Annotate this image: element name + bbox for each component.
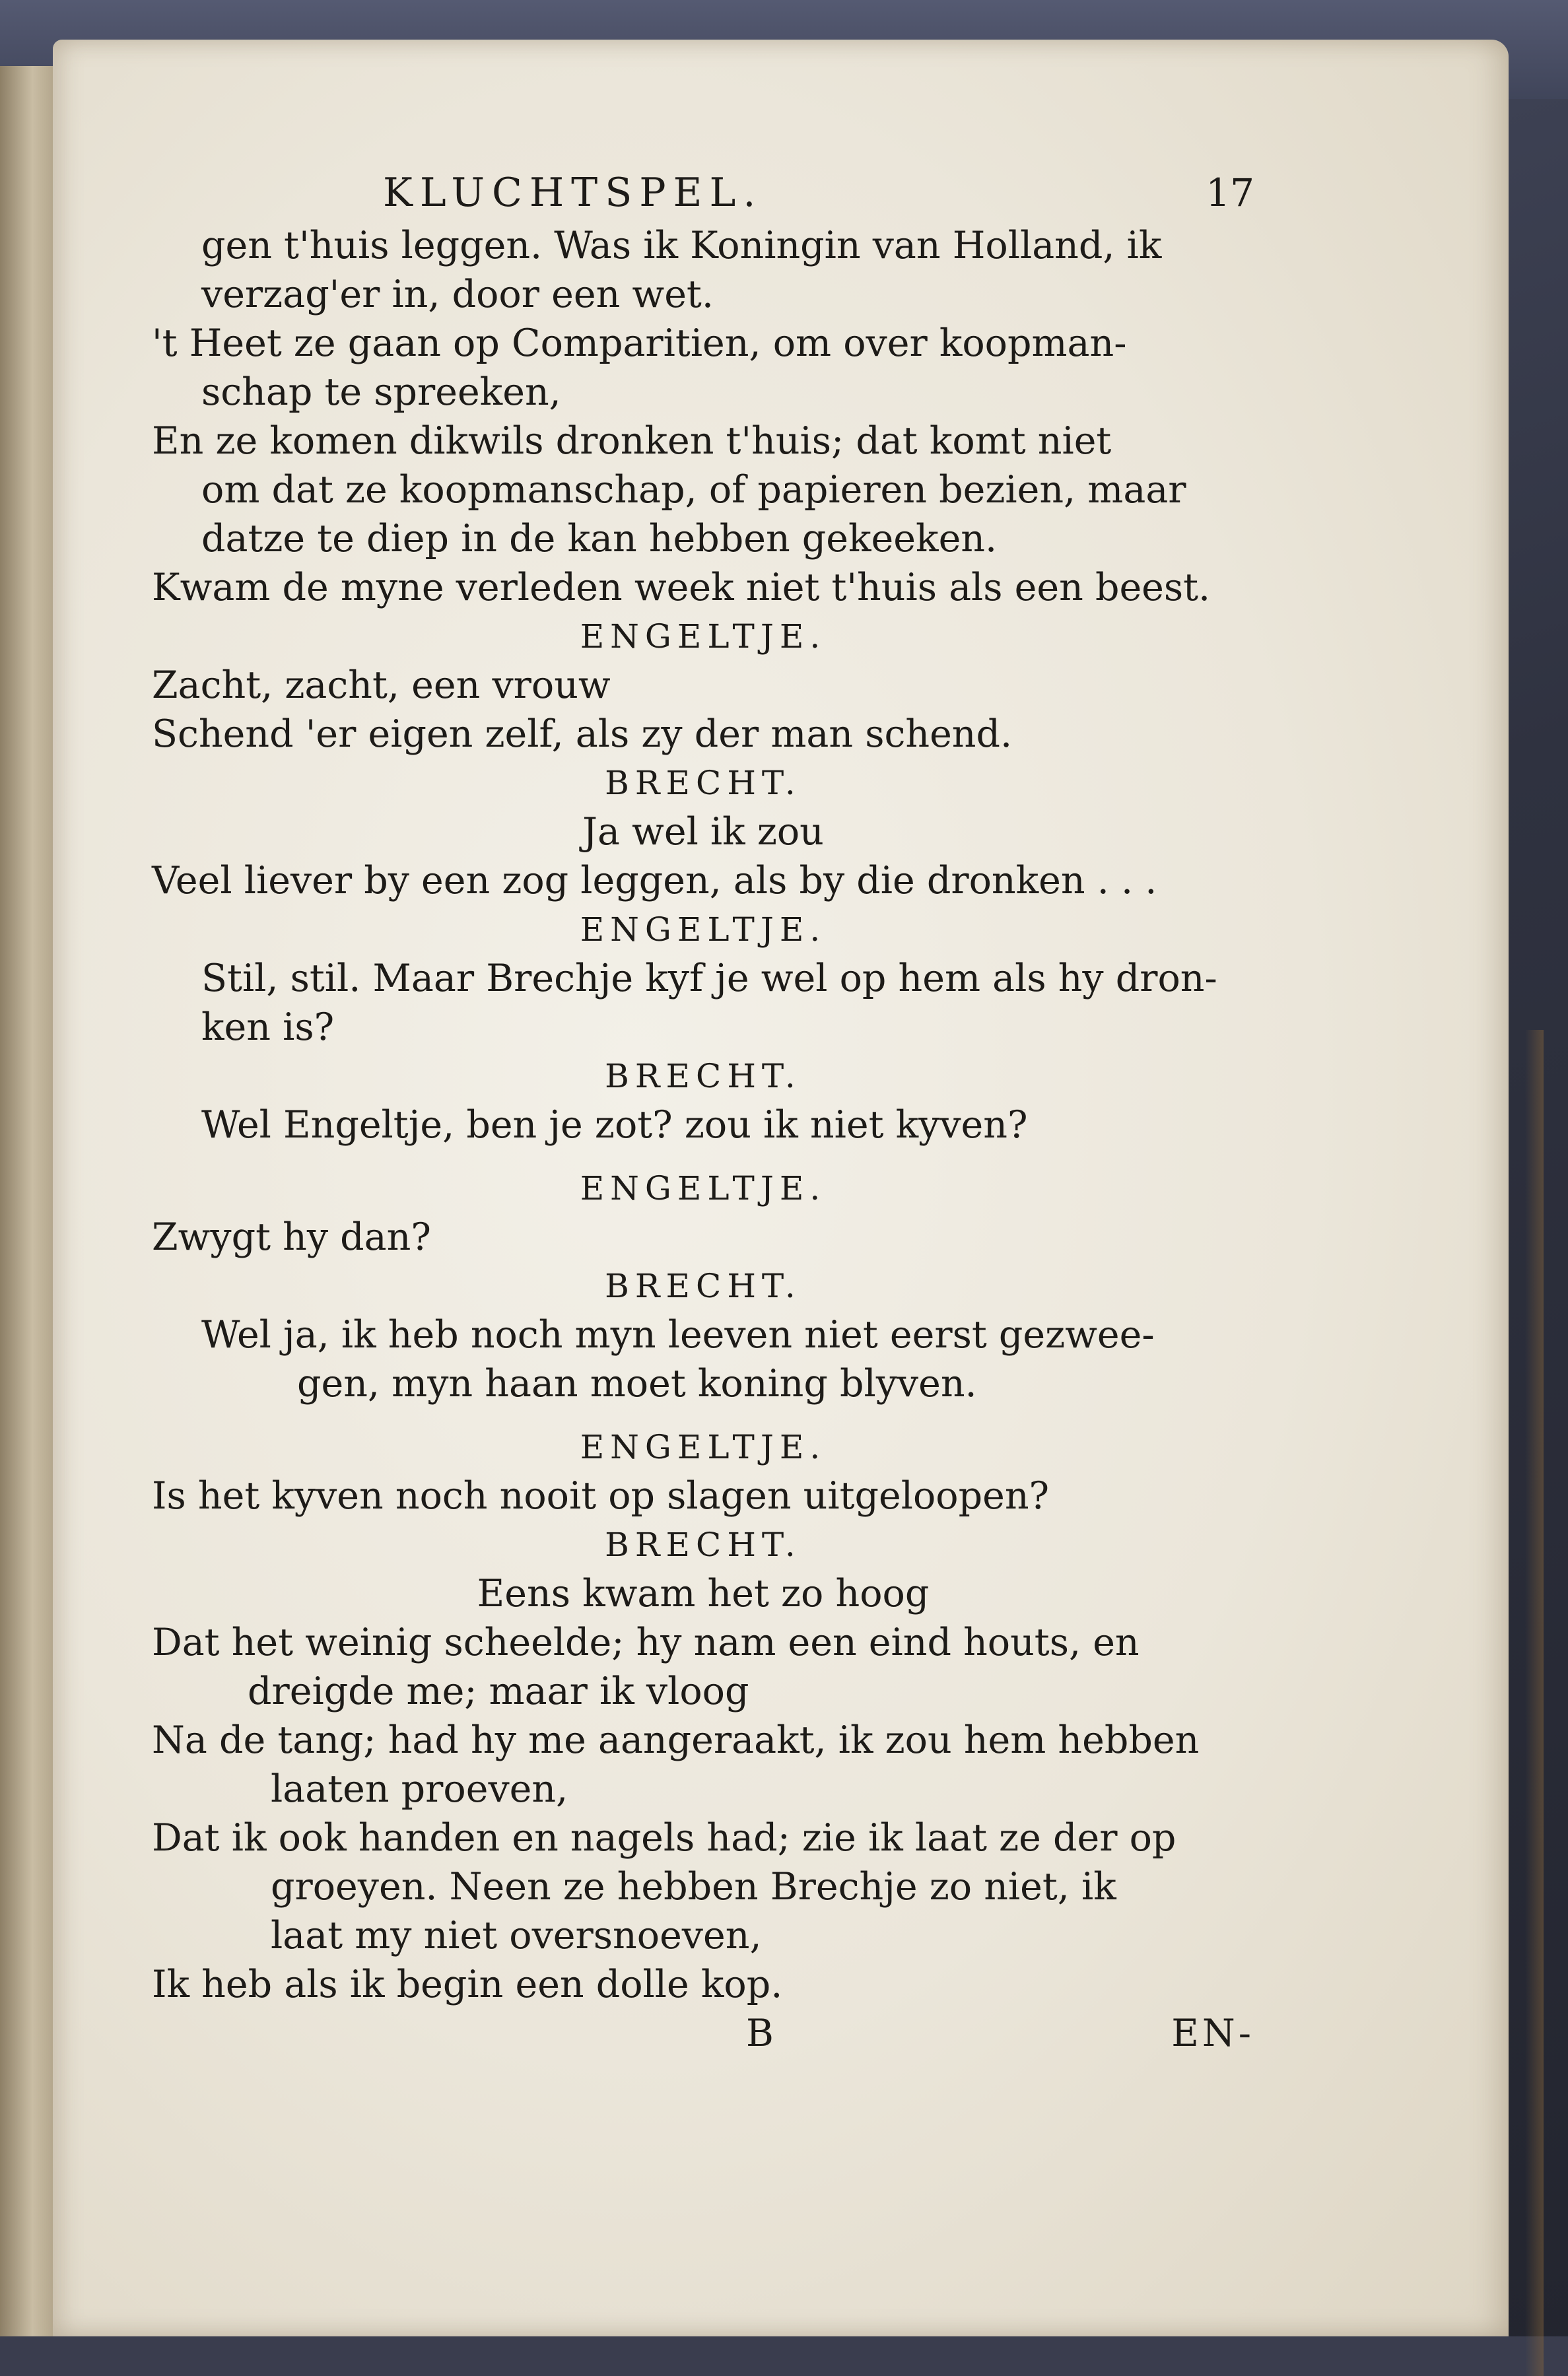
- text-line: Dat het weinig scheelde; hy nam een eind houts, en: [152, 1621, 1140, 1664]
- text-line: Stil, stil. Maar Brechje kyf je wel op hem als hy dron-: [201, 957, 1217, 1000]
- speaker-label: ENGELTJE.: [580, 1169, 827, 1207]
- text-line: 't Heet ze gaan op Comparitien, om over koopman-: [152, 322, 1127, 365]
- text-line: ken is?: [201, 1005, 335, 1049]
- speaker-label: ENGELTJE.: [580, 617, 827, 656]
- running-title: KLUCHTSPEL.: [383, 170, 763, 216]
- spacer: [152, 1149, 1254, 1164]
- speaker-label: ENGELTJE.: [580, 910, 827, 949]
- text-line: Ik heb als ik begin een dolle kop.: [152, 1963, 783, 2006]
- text-line: Veel liever by een zog leggen, als by die dronken . . .: [152, 859, 1157, 902]
- text-line: om dat ze koopmanschap, of papieren bezien, maar: [201, 468, 1186, 512]
- text-line: Dat ik ook handen en nagels had; zie ik laat ze der op: [152, 1816, 1176, 1860]
- spacer: [152, 1408, 1254, 1423]
- text-line: Wel ja, ik heb noch myn leeven niet eerst gezwee-: [201, 1313, 1155, 1357]
- text-line: laat my niet oversnoeven,: [271, 1914, 762, 1957]
- text-line: schap te spreeken,: [201, 370, 561, 414]
- text-line: Na de tang; had hy me aangeraakt, ik zou hem hebben: [152, 1718, 1200, 1762]
- text-line: Ja wel ik zou: [582, 810, 824, 854]
- speaker-label: BRECHT.: [605, 764, 801, 802]
- catchword: EN-: [1171, 2012, 1254, 2055]
- text-line: gen t'huis leggen. Was ik Koningin van Holland, ik: [201, 224, 1162, 267]
- signature-mark: B: [746, 2012, 774, 2055]
- page-footer: [152, 2009, 1254, 2062]
- text-line: Eens kwam het zo hoog: [477, 1572, 930, 1615]
- page-header: [152, 168, 1254, 221]
- text-line: En ze komen dikwils dronken t'huis; dat komt niet: [152, 419, 1112, 463]
- page-number: 17: [1206, 170, 1254, 215]
- speaker-label: BRECHT.: [605, 1526, 801, 1564]
- speaker-label: BRECHT.: [605, 1267, 801, 1305]
- page-edge-shadow: [1525, 1030, 1544, 2376]
- facing-page-edge: [0, 66, 54, 2336]
- speaker-label: ENGELTJE.: [580, 1428, 827, 1466]
- page-text: [152, 168, 1254, 2062]
- text-line: Schend 'er eigen zelf, als zy der man schend.: [152, 712, 1013, 756]
- text-line: Zwygt hy dan?: [152, 1215, 431, 1259]
- text-line: Is het kyven noch nooit op slagen uitgeloopen?: [152, 1474, 1050, 1518]
- text-line: gen, myn haan moet koning blyven.: [297, 1362, 977, 1406]
- text-line: laaten proeven,: [271, 1767, 568, 1811]
- text-line: groeyen. Neen ze hebben Brechje zo niet, ik: [271, 1865, 1116, 1909]
- text-line: Zacht, zacht, een vrouw: [152, 663, 611, 707]
- text-line: Kwam de myne verleden week niet t'huis als een beest.: [152, 566, 1211, 609]
- text-line: dreigde me; maar ik vloog: [248, 1670, 749, 1713]
- text-line: Wel Engeltje, ben je zot? zou ik niet kyven?: [201, 1103, 1028, 1147]
- text-line: verzag'er in, door een wet.: [201, 273, 714, 316]
- speaker-label: BRECHT.: [605, 1057, 801, 1095]
- text-line: datze te diep in de kan hebben gekeeken.: [201, 517, 998, 560]
